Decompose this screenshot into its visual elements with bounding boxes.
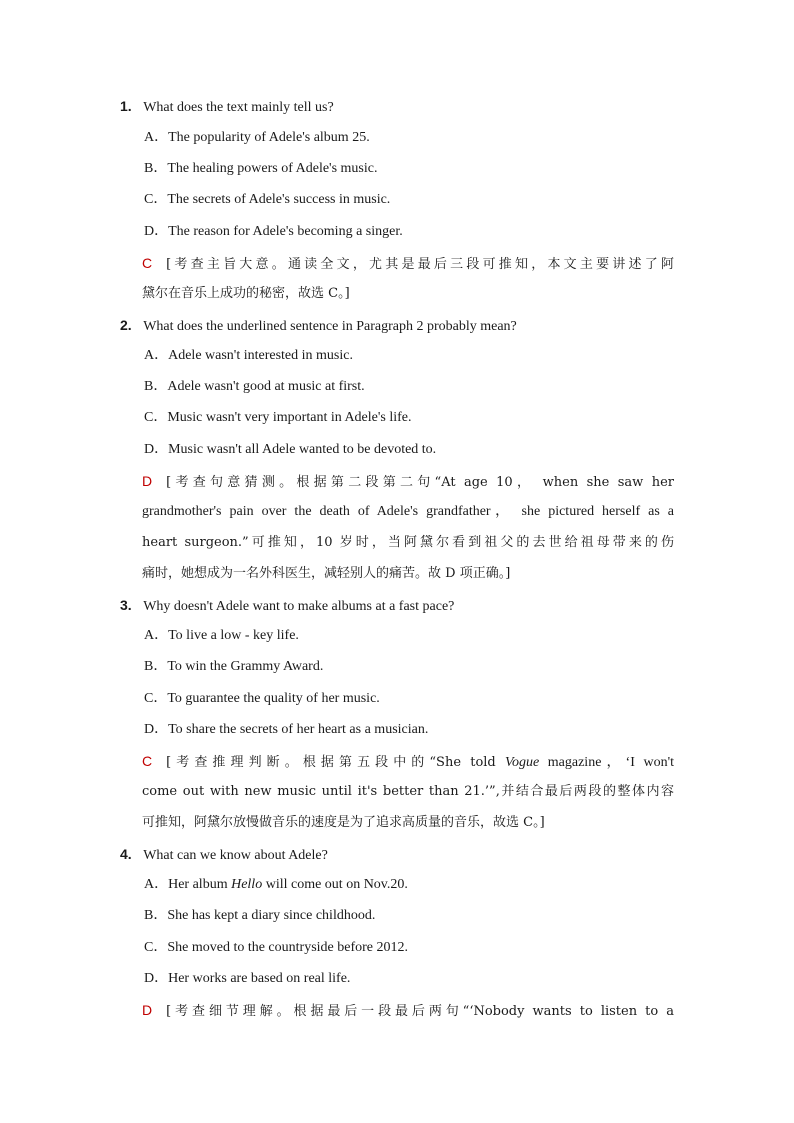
option-c: C．She moved to the countryside before 2012. (144, 940, 409, 955)
explanation-line: C [考查推理判断。根据第五段中的“She told Vogue magazine，‘I won't (142, 753, 674, 770)
option-b: B．The healing powers of Adele's music. (144, 161, 378, 176)
option-a: A．Adele wasn't interested in music. (144, 348, 353, 363)
option-d: D．Her works are based on real life. (144, 971, 351, 986)
answer-letter: C (142, 255, 153, 271)
question-number: 1. (120, 98, 132, 114)
explanation-line: C [考查主旨大意。通读全文，尤其是最后三段可推知，本文主要讲述了阿 (142, 255, 674, 272)
option-d: D．To share the secrets of her heart as a musician. (144, 722, 429, 737)
question-1-stem (120, 96, 334, 118)
answer-letter: C (142, 753, 153, 769)
question-4-stem (120, 844, 328, 866)
explanation-line: 黛尔在音乐上成功的秘密，故选 C。] (142, 286, 350, 301)
answer-letter: D (142, 1002, 153, 1018)
explanation-line: grandmother's pain over the death of Adele's grandfather， she pictured herself as a (142, 504, 674, 519)
question-text: What can we know about Adele? (143, 848, 328, 863)
explanation-line: heart surgeon.”可推知，10 岁时，当阿黛尔看到祖父的去世给祖母带来的伤 (142, 535, 674, 550)
option-d: D．Music wasn't all Adele wanted to be devoted to. (144, 442, 437, 457)
magazine-title: Vogue (504, 755, 540, 770)
option-c: C．To guarantee the quality of her music. (144, 691, 380, 706)
question-text: Why doesn't Adele want to make albums at a fast pace? (143, 599, 455, 614)
option-a: A．The popularity of Adele's album 25. (144, 130, 370, 145)
question-number: 4. (120, 846, 132, 862)
question-number: 2. (120, 317, 132, 333)
question-number: 3. (120, 597, 132, 613)
album-title: Hello (231, 877, 263, 892)
explanation-line: 可推知，阿黛尔放慢做音乐的速度是为了追求高质量的音乐，故选 C。] (142, 815, 545, 830)
option-a: A．To live a low - key life. (144, 628, 299, 643)
option-d: D．The reason for Adele's becoming a singer. (144, 224, 403, 239)
option-b: B．She has kept a diary since childhood. (144, 908, 376, 923)
question-text: What does the text mainly tell us? (143, 100, 334, 115)
option-b: B．Adele wasn't good at music at first. (144, 379, 365, 394)
option-b: B．To win the Grammy Award. (144, 659, 324, 674)
question-text: What does the underlined sentence in Paragraph 2 probably mean? (143, 319, 517, 334)
question-3-stem (120, 595, 454, 617)
option-c: C．The secrets of Adele's success in music. (144, 192, 391, 207)
explanation-line: D [考查句意猜测。根据第二段第二句“At age 10， when she saw her (142, 473, 674, 490)
option-a: A．Her album Hello will come out on Nov.20. (144, 877, 408, 892)
explanation-line: D [考查细节理解。根据最后一段最后两句“‘Nobody wants to listen to a (142, 1002, 674, 1019)
option-c: C．Music wasn't very important in Adele's life. (144, 410, 412, 425)
explanation-line: come out with new music until it's better than 21.’”,并结合最后两段的整体内容 (142, 784, 674, 799)
answer-letter: D (142, 473, 153, 489)
question-2-stem (120, 315, 517, 337)
explanation-line: 痛时，她想成为一名外科医生，减轻别人的痛苦。故 D 项正确。] (142, 566, 511, 581)
